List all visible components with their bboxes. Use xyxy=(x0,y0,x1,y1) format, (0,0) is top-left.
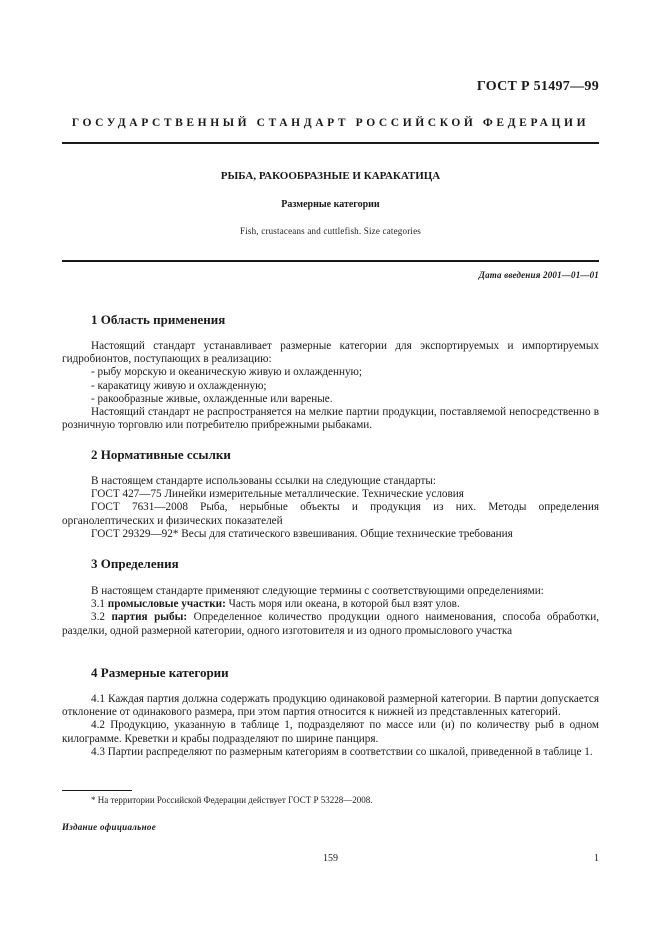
section-4-heading: 4 Размерные категории xyxy=(91,665,229,680)
page-number: 159 xyxy=(323,853,338,864)
section-3-heading: 3 Определения xyxy=(91,556,179,571)
section-2-body xyxy=(62,475,599,541)
definition-text: Определенное количество продукции одного наименования, способа обработки, разделки, одной размерной категории, одного изготовителя и из одного промыслового участка xyxy=(62,611,600,637)
section-2-heading: 2 Нормативные ссылки xyxy=(91,447,231,462)
section-1-heading: 1 Область применения xyxy=(91,312,226,327)
section-3-body xyxy=(62,585,599,638)
paragraph: В настоящем стандарте использованы ссылки на следующие стандарты: xyxy=(91,475,436,487)
clause-4-2: 4.2 Продукцию, указанную в таблице 1, подразделяют по массе или (и) по количеству рыб в одном килограмме. Креветки и крабы подразделяют по ширине панциря. xyxy=(62,719,599,745)
definition-2 xyxy=(62,611,599,637)
reference-item: ГОСТ 29329—92* Весы для статического взвешивания. Общие технические требования xyxy=(91,527,513,540)
paragraph: В настоящем стандарте применяют следующие термины с соответствующими определениями: xyxy=(91,585,544,597)
list-item: - ракообразные живые, охлажденные или вареные. xyxy=(91,392,333,405)
paragraph: Настоящий стандарт не распространяется на мелкие партии продукции, поставляемой непосредственно в розничную торговлю или потребителю прибрежными рыбаками. xyxy=(62,406,599,432)
footnote-rule xyxy=(62,790,132,791)
clause-4-1: 4.1 Каждая партия должна содержать продукцию одинаковой размерной категории. В партии допускается отклонение от одинакового размера, при этом партия относится к нижней из представленных категорий. xyxy=(62,693,599,719)
footnote: * На территории Российской Федерации действует ГОСТ Р 53228—2008. xyxy=(91,795,373,805)
reference-item: ГОСТ 7631—2008 Рыба, нерыбные объекты и продукция из них. Методы определения органолептических и физических показателей xyxy=(62,501,599,527)
top-rule xyxy=(62,142,599,144)
section-4-body xyxy=(62,693,599,759)
english-title: Fish, crustaceans and cuttlefish. Size categories xyxy=(240,226,421,236)
section-1-body xyxy=(62,340,599,432)
state-standard-heading: ГОСУДАРСТВЕННЫЙ СТАНДАРТ РОССИЙСКОЙ ФЕДЕРАЦИИ xyxy=(71,117,590,129)
title-rule xyxy=(62,260,599,262)
paragraph: Настоящий стандарт устанавливает размерные категории для экспортируемых и импортируемых гидробионтов, поступающих в реализацию: xyxy=(62,340,599,366)
clause-4-3: 4.3 Партии распределяют по размерным категориям в соответствии со шкалой, приведенной в таблице 1. xyxy=(91,745,593,758)
document-title: РЫБА, РАКООБРАЗНЫЕ И КАРАКАТИЦА xyxy=(220,170,441,182)
definition-term: партия рыбы: xyxy=(111,611,188,624)
gost-number: ГОСТ Р 51497—99 xyxy=(476,79,599,94)
definition-term: промысловые участки: xyxy=(107,598,226,611)
list-item: - рыбу морскую и океаническую живую и охлажденную; xyxy=(91,366,363,379)
list-item: - каракатицу живую и охлажденную; xyxy=(91,379,267,392)
definition-1 xyxy=(62,598,599,611)
definition-text: Часть моря или океана, в которой был взят улов. xyxy=(228,598,460,611)
definition-number: 3.2 xyxy=(91,611,105,624)
intro-date: Дата введения 2001—01—01 xyxy=(478,270,599,280)
definition-number: 3.1 xyxy=(91,598,105,611)
edition-label: Издание официальное xyxy=(62,822,156,832)
document-subtitle: Размерные категории xyxy=(281,199,380,210)
sheet-number: 1 xyxy=(594,853,599,864)
reference-item: ГОСТ 427—75 Линейки измерительные металлические. Технические условия xyxy=(91,488,464,501)
